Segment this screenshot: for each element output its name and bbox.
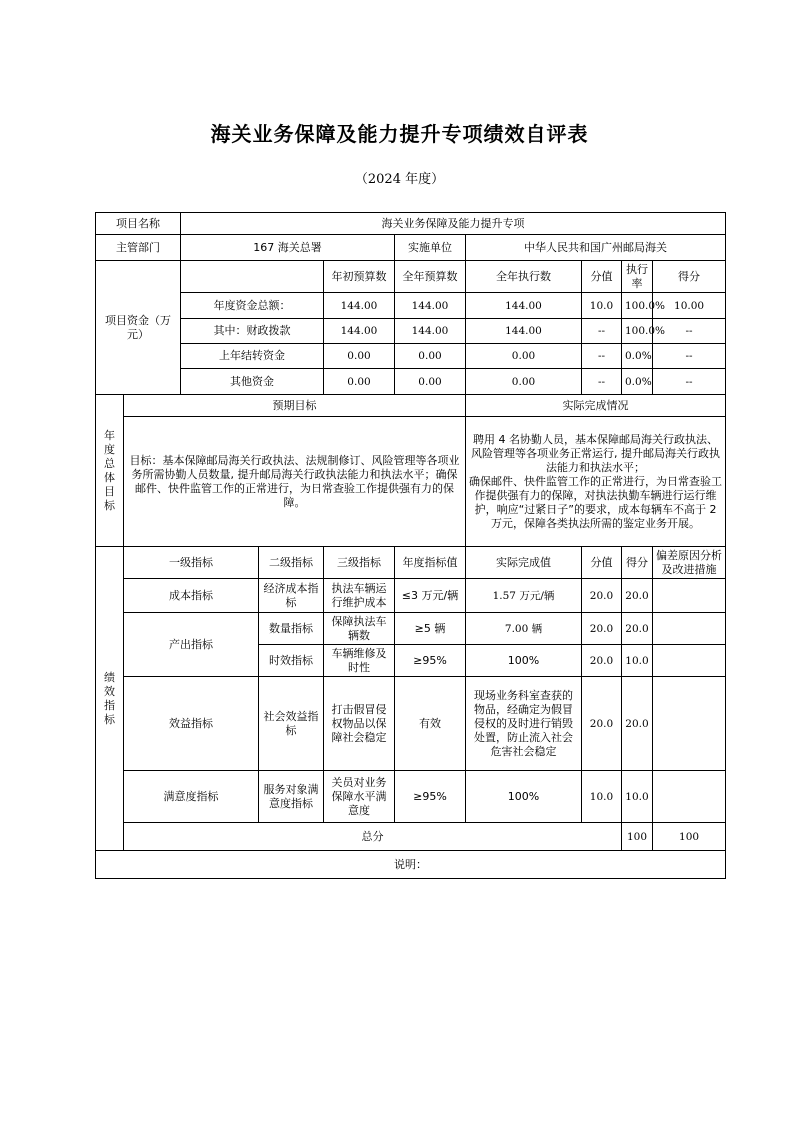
level1-cell: 成本指标 <box>124 579 259 613</box>
level3-header: 三级指标 <box>324 547 395 579</box>
score-cell: 20.0 <box>622 579 653 613</box>
total-score: 100 <box>653 823 726 851</box>
score-value-cell: 20.0 <box>582 677 622 771</box>
funds-row-label: 其他资金 <box>181 369 324 395</box>
funds-row <box>96 344 726 369</box>
level2-cell: 服务对象满意度指标 <box>259 771 324 823</box>
implementer-value: 中华人民共和国广州邮局海关 <box>466 235 726 261</box>
actual-value-header: 实际完成值 <box>466 547 582 579</box>
deviation-cell <box>653 613 726 645</box>
funds-row-label: 上年结转资金 <box>181 344 324 369</box>
actual-completion-text: 聘用 4 名协勤人员，基本保障邮局海关行政执法、风险管理等各项业务正常运行, 提升邮局海关行政执法能力和执法水平； 确保邮件、快件监管工作的正常进行，为日常查验工作提供强有力的保障，对执法执勤车辆进行运行维护，响应“过紧日子”的要求，成本每辆车不高于 2 万元，保障各类执法所需的鉴定业务开展。 <box>466 417 726 547</box>
actual-cell: 100% <box>466 645 582 677</box>
deviation-cell <box>653 645 726 677</box>
annual-exec-header: 全年执行数 <box>466 261 582 293</box>
deviation-cell <box>653 771 726 823</box>
annual-goals-label-text: 年度总体目标 <box>104 428 115 512</box>
funds-row-label: 其中：财政拨款 <box>181 319 324 344</box>
score-value-header: 分值 <box>582 261 622 293</box>
total-label: 总分 <box>124 823 622 851</box>
level2-cell: 数量指标 <box>259 613 324 645</box>
project-name-value: 海关业务保障及能力提升专项 <box>181 213 726 235</box>
level1-cell: 满意度指标 <box>124 771 259 823</box>
score-value-cell: 10.0 <box>582 771 622 823</box>
department-value: 167 海关总署 <box>181 235 395 261</box>
score-value-cell: 20.0 <box>582 613 622 645</box>
score-value-cell: 10.0 <box>582 293 622 319</box>
department-label: 主管部门 <box>96 235 181 261</box>
document-subtitle: （2024 年度） <box>354 172 445 187</box>
total-score-value: 100 <box>622 823 653 851</box>
target-cell: ≥95% <box>395 645 466 677</box>
level1-cell: 产出指标 <box>124 613 259 677</box>
score-cell: -- <box>653 369 726 395</box>
notes-row <box>96 851 726 879</box>
notes-label: 说明： <box>96 851 726 879</box>
annual-budget-cell: 144.00 <box>395 293 466 319</box>
score-value-cell: 20.0 <box>582 645 622 677</box>
funds-row <box>96 319 726 344</box>
funds-row <box>96 369 726 395</box>
score-cell: 20.0 <box>622 613 653 645</box>
deviation-cell <box>653 579 726 613</box>
target-cell: 有效 <box>395 677 466 771</box>
performance-header-row <box>96 547 726 579</box>
deviation-header: 偏差原因分析及改进措施 <box>653 547 726 579</box>
performance-indicators-label-text: 绩效指标 <box>104 670 115 726</box>
annual-exec-cell: 144.00 <box>466 319 582 344</box>
level3-cell: 车辆维修及时性 <box>324 645 395 677</box>
expected-goals-header: 预期目标 <box>124 395 466 417</box>
score-header: 得分 <box>653 261 726 293</box>
indicator-row <box>96 579 726 613</box>
total-row <box>96 823 726 851</box>
exec-rate-cell: 100.0% <box>622 293 653 319</box>
annual-exec-cell: 144.00 <box>466 293 582 319</box>
funds-label: 项目资金（万元） <box>96 261 181 395</box>
implementer-label: 实施单位 <box>395 235 466 261</box>
goals-header-row <box>96 395 726 417</box>
level3-cell: 打击假冒侵权物品以保障社会稳定 <box>324 677 395 771</box>
actual-completion-header: 实际完成情况 <box>466 395 726 417</box>
actual-cell: 现场业务科室查获的物品，经确定为假冒侵权的及时进行销毁处置，防止流入社会危害社会稳定 <box>466 677 582 771</box>
target-cell: ≥95% <box>395 771 466 823</box>
actual-cell: 7.00 辆 <box>466 613 582 645</box>
self-evaluation-table <box>95 212 726 879</box>
score-value-header: 分值 <box>582 547 622 579</box>
level3-cell: 保障执法车辆数 <box>324 613 395 645</box>
annual-exec-cell: 0.00 <box>466 369 582 395</box>
annual-goals-label <box>96 395 124 547</box>
project-name-row <box>96 213 726 235</box>
annual-budget-cell: 144.00 <box>395 319 466 344</box>
score-cell: 10.0 <box>622 645 653 677</box>
exec-rate-header: 执行率 <box>622 261 653 293</box>
funds-row-label: 年度资金总额： <box>181 293 324 319</box>
score-cell: 10.00 <box>653 293 726 319</box>
exec-rate-cell: 0.0% <box>622 344 653 369</box>
indicator-row <box>96 677 726 771</box>
actual-cell: 100% <box>466 771 582 823</box>
exec-rate-cell: 0.0% <box>622 369 653 395</box>
funds-header-blank <box>181 261 324 293</box>
level1-header: 一级指标 <box>124 547 259 579</box>
level1-cell: 效益指标 <box>124 677 259 771</box>
initial-budget-cell: 0.00 <box>324 369 395 395</box>
level2-cell: 经济成本指标 <box>259 579 324 613</box>
exec-rate-cell: 100.0% <box>622 319 653 344</box>
score-cell: 20.0 <box>622 677 653 771</box>
department-row <box>96 235 726 261</box>
expected-goals-text: 目标：基本保障邮局海关行政执法、法规制修订、风险管理等各项业务所需协勤人员数量, 提升邮局海关行政执法能力和执法水平；确保邮件、快件监管工作的正常进行，为日常查验工作提供强有力的保障。 <box>124 417 466 547</box>
score-value-cell: -- <box>582 344 622 369</box>
initial-budget-cell: 144.00 <box>324 293 395 319</box>
project-name-label: 项目名称 <box>96 213 181 235</box>
performance-indicators-label <box>96 547 124 851</box>
funds-row <box>96 293 726 319</box>
indicator-row <box>96 771 726 823</box>
annual-budget-cell: 0.00 <box>395 344 466 369</box>
indicator-row <box>96 613 726 645</box>
initial-budget-header: 年初预算数 <box>324 261 395 293</box>
score-value-cell: 20.0 <box>582 579 622 613</box>
actual-cell: 1.57 万元/辆 <box>466 579 582 613</box>
annual-target-header: 年度指标值 <box>395 547 466 579</box>
annual-exec-cell: 0.00 <box>466 344 582 369</box>
document-title: 海关业务保障及能力提升专项绩效自评表 <box>210 122 589 146</box>
score-cell: 10.0 <box>622 771 653 823</box>
initial-budget-cell: 0.00 <box>324 344 395 369</box>
target-cell: ≥5 辆 <box>395 613 466 645</box>
level3-cell: 执法车辆运行维护成本 <box>324 579 395 613</box>
deviation-cell <box>653 677 726 771</box>
score-cell: -- <box>653 344 726 369</box>
score-value-cell: -- <box>582 319 622 344</box>
target-cell: ≤3 万元/辆 <box>395 579 466 613</box>
score-value-cell: -- <box>582 369 622 395</box>
score-header: 得分 <box>622 547 653 579</box>
score-cell: -- <box>653 319 726 344</box>
annual-budget-cell: 0.00 <box>395 369 466 395</box>
goals-content-row <box>96 417 726 547</box>
level2-header: 二级指标 <box>259 547 324 579</box>
funds-header-row <box>96 261 726 293</box>
initial-budget-cell: 144.00 <box>324 319 395 344</box>
annual-budget-header: 全年预算数 <box>395 261 466 293</box>
level2-cell: 时效指标 <box>259 645 324 677</box>
level2-cell: 社会效益指标 <box>259 677 324 771</box>
level3-cell: 关员对业务保障水平满意度 <box>324 771 395 823</box>
